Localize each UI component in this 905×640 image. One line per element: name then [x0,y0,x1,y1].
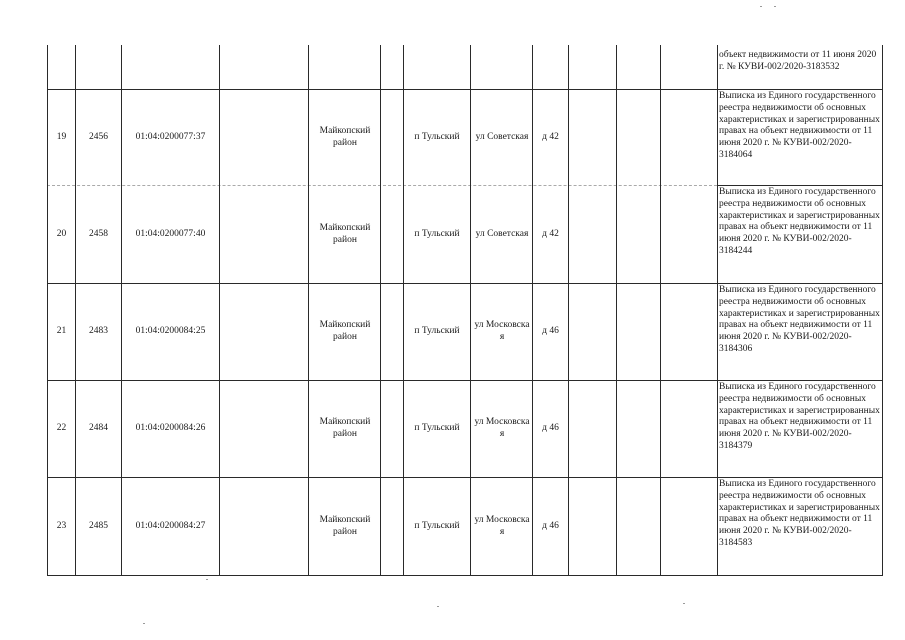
document-reference-cell: Выписка из Единого государственного реестра недвижимости об основных характеристиках и зарегистрированных правах на объект недвижимости от 11 июня 2020 г. № КУВИ-002/2020-3184064 [719,91,880,160]
document-reference-cell: Выписка из Единого государственного реестра недвижимости об основных характеристиках и зарегистрированных правах на объект недвижимости от 11 июня 2020 г. № КУВИ-002/2020-3184244 [719,187,880,256]
district-cell: Майкопский район [319,320,371,342]
cadastral-number-cell: 01:04:0200084:25 [135,326,206,337]
column-rule [660,45,661,576]
district-cell: Майкопский район [319,417,371,439]
settlement-cell: п Тульский [414,326,460,337]
registry-id-cell: 2456 [89,131,108,142]
settlement-cell: п Тульский [414,228,460,239]
column-rule [470,45,471,576]
column-rule [882,45,883,576]
row-number-cell: 21 [56,326,67,337]
house-cell: д 46 [542,423,559,434]
document-reference-cell: Выписка из Единого государственного реестра недвижимости об основных характеристиках и зарегистрированных правах на объект недвижимости от 11 июня 2020 г. № КУВИ-002/2020-3184306 [719,285,880,354]
registry-id-cell: 2484 [89,423,108,434]
column-rule [616,45,617,576]
column-rule [568,45,569,576]
street-cell: ул Московская [474,514,530,537]
district-cell: Майкопский район [319,514,371,537]
registry-id-cell: 2458 [89,228,108,239]
column-rule [219,45,220,576]
district-cell: Майкопский район [319,222,371,245]
row-number-cell: 22 [56,423,67,434]
row-rule [47,575,882,576]
scan-speck [143,623,145,624]
scan-speck [760,6,762,7]
column-rule [717,45,718,576]
street-cell: ул Московская [474,417,530,439]
document-reference-cell: объект недвижимости от 11 июня 2020 г. № КУВИ-002/2020-3183532 [719,50,877,72]
cadastral-number-cell: 01:04:0200077:40 [135,228,206,239]
settlement-cell: п Тульский [414,131,460,142]
street-cell: ул Советская [475,228,529,239]
street-cell: ул Московская [474,320,530,342]
scan-speck [683,603,685,604]
row-number-cell: 23 [56,520,67,531]
settlement-cell: п Тульский [414,423,460,434]
cadastral-number-cell: 01:04:0200077:37 [135,131,206,142]
scan-speck [774,6,776,7]
settlement-cell: п Тульский [414,520,460,531]
row-number-cell: 19 [56,131,67,142]
cadastral-number-cell: 01:04:0200084:26 [135,423,206,434]
document-reference-cell: Выписка из Единого государственного реестра недвижимости об основных характеристиках и зарегистрированных правах на объект недвижимости от 11 июня 2020 г. № КУВИ-002/2020-3184379 [719,382,880,451]
scan-speck [206,579,208,580]
row-number-cell: 20 [56,228,67,239]
row-rule [717,185,882,186]
column-rule [308,45,309,576]
scan-speck [437,606,439,607]
district-cell: Майкопский район [319,125,371,148]
document-reference-cell: Выписка из Единого государственного реестра недвижимости об основных характеристиках и зарегистрированных правах на объект недвижимости от 11 июня 2020 г. № КУВИ-002/2020-3184583 [719,479,880,548]
column-rule [380,45,381,576]
cadastral-number-cell: 01:04:0200084:27 [135,520,206,531]
registry-id-cell: 2483 [89,326,108,337]
house-cell: д 42 [542,131,559,142]
house-cell: д 46 [542,520,559,531]
registry-id-cell: 2485 [89,520,108,531]
house-cell: д 46 [542,326,559,337]
street-cell: ул Советская [475,131,529,142]
house-cell: д 42 [542,228,559,239]
